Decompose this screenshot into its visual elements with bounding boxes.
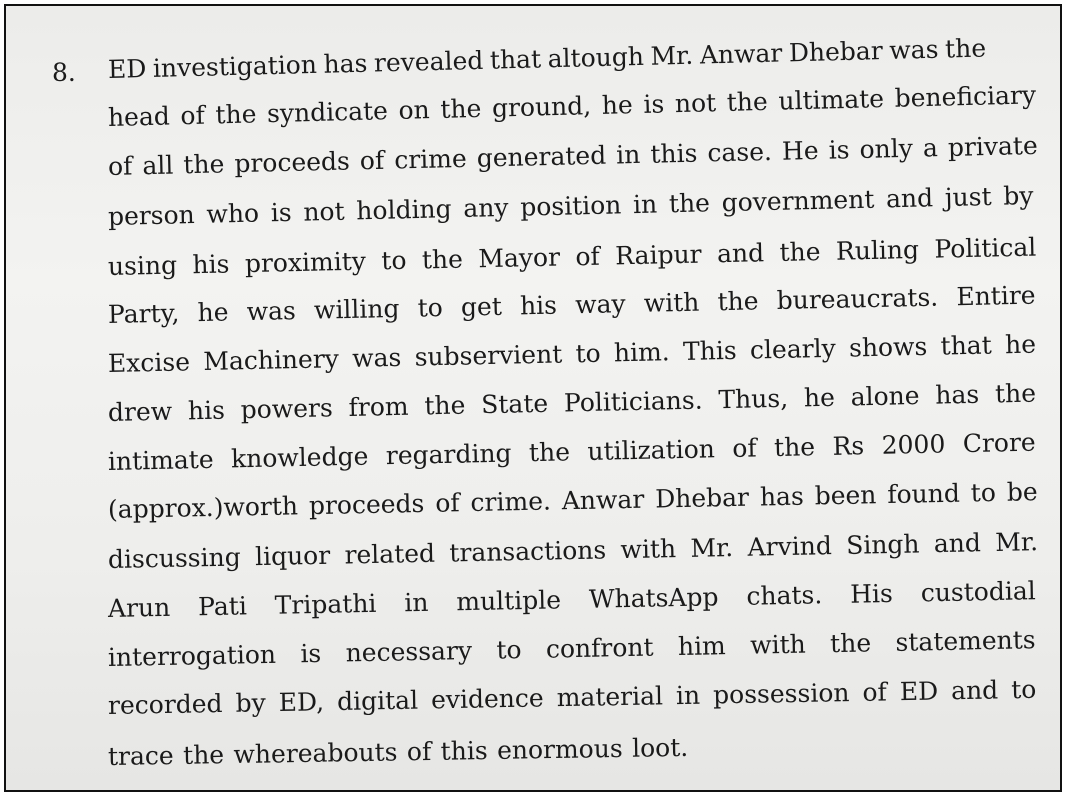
text-line: of all the proceeds of crime generated in this case. He is only a private: [107, 130, 1039, 181]
text-line: discussing liquor related transactions with Mr. Arvind Singh and Mr.: [107, 527, 1039, 574]
text-line: using his proximity to the Mayor of Raipur and the Ruling Political: [107, 232, 1037, 281]
text-line: trace the whereabouts of this enormous loot.: [107, 732, 689, 771]
text-line: ED investigation has revealed that altough Mr. Anwar Dhebar was the: [107, 33, 987, 84]
text-line: drew his powers from the State Politicians. Thus, he alone has the: [107, 378, 1037, 427]
text-line: Arun Pati Tripathi in multiple WhatsApp chats. His custodial: [107, 576, 1036, 623]
text-line: head of the syndicate on the ground, he is not the ultimate beneficiary: [107, 80, 1037, 132]
text-line: recorded by ED, digital evidence material in possession of ED and to: [107, 674, 1037, 720]
text-line: Party, he was willing to get his way with the bureaucrats. Entire: [107, 280, 1036, 329]
text-line: (approx.)worth proceeds of crime. Anwar Dhebar has been found to be: [107, 477, 1038, 524]
text-line: Excise Machinery was subservient to him. This clearly shows that he: [107, 329, 1037, 378]
text-line: interrogation is necessary to confront him with the statements: [107, 625, 1036, 672]
paragraph-number: 8.: [52, 58, 76, 87]
document-frame: [4, 4, 1062, 792]
text-line: person who is not holding any position in the government and just by: [107, 181, 1034, 231]
text-line: intimate knowledge regarding the utilization of the Rs 2000 Crore: [107, 427, 1036, 476]
